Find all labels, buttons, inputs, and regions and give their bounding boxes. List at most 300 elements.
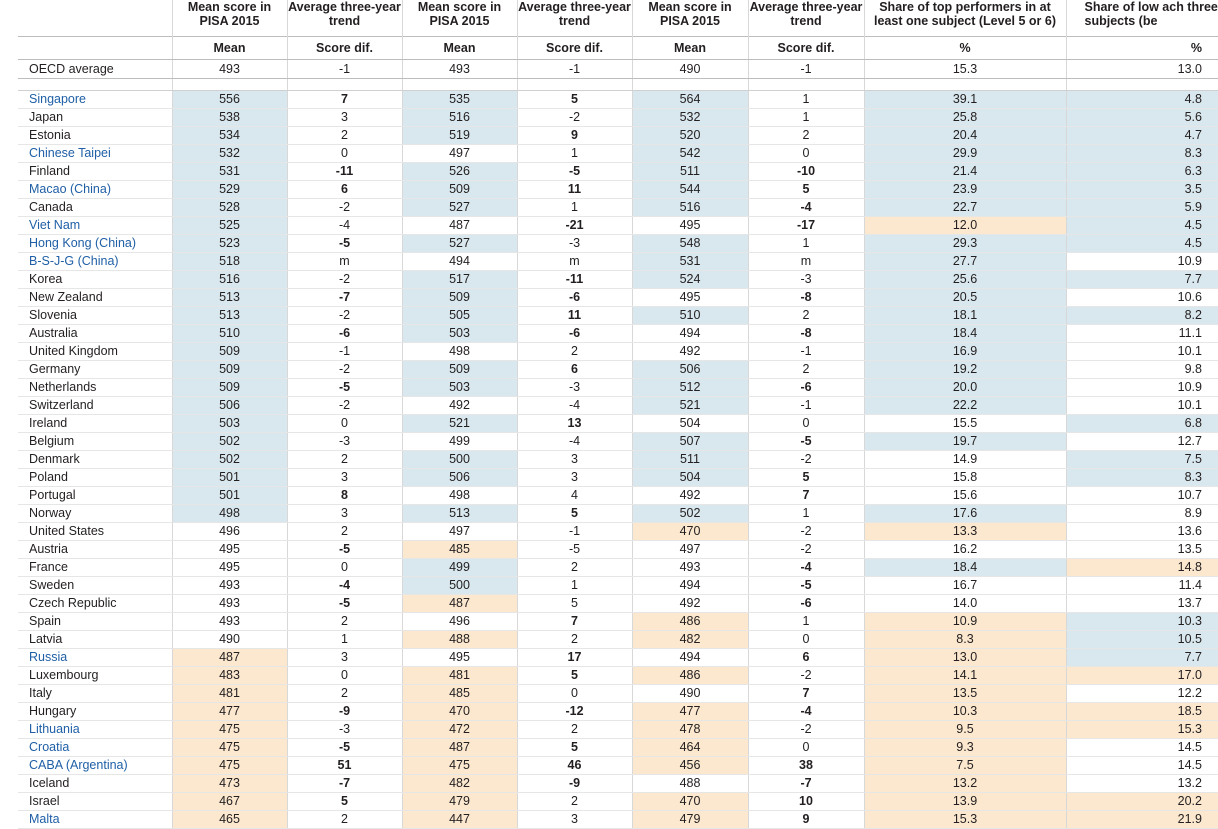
cell-value: 2 [517, 631, 632, 649]
country-name[interactable]: Chinese Taipei [18, 145, 172, 163]
cell-value: -4 [748, 199, 864, 217]
country-row [18, 775, 1218, 793]
country-row [18, 667, 1218, 685]
cell-value: 470 [402, 703, 517, 721]
country-name: Australia [18, 325, 172, 343]
cell-value: 487 [402, 595, 517, 613]
cell-value: 482 [632, 631, 748, 649]
cell-value: 0 [748, 631, 864, 649]
country-row [18, 595, 1218, 613]
cell-value: 498 [402, 487, 517, 505]
cell-value: -3 [748, 271, 864, 289]
cell-value: 15.3 [864, 811, 1066, 829]
cell-value: 503 [402, 379, 517, 397]
country-name: Italy [18, 685, 172, 703]
cell-value: 488 [402, 631, 517, 649]
cell-value: 20.4 [864, 127, 1066, 145]
cell-value: 493 [172, 613, 287, 631]
subheader-row [18, 37, 1218, 60]
cell-value: 447 [402, 811, 517, 829]
cell-value: 1 [748, 613, 864, 631]
cell-value: -2 [748, 523, 864, 541]
country-name[interactable]: Russia [18, 649, 172, 667]
cell-value: 10.3 [1066, 613, 1218, 631]
cell-value: 509 [402, 361, 517, 379]
country-row [18, 613, 1218, 631]
country-row [18, 199, 1218, 217]
cell-value: 14.5 [1066, 739, 1218, 757]
cell-value: 7.7 [1066, 271, 1218, 289]
cell-value: 0 [287, 667, 402, 685]
country-row [18, 685, 1218, 703]
cell-value: 1 [287, 631, 402, 649]
cell-value: 25.6 [864, 271, 1066, 289]
cell-value: 12.0 [864, 217, 1066, 235]
country-name: Israel [18, 793, 172, 811]
cell-value: 494 [632, 325, 748, 343]
cell-value: 18.5 [1066, 703, 1218, 721]
cell-value: 504 [632, 469, 748, 487]
cell-value: 3 [517, 811, 632, 829]
cell-value: 494 [632, 649, 748, 667]
cell-value: -4 [748, 559, 864, 577]
country-row [18, 361, 1218, 379]
country-name[interactable]: Singapore [18, 91, 172, 109]
subheader-cell: Score dif. [748, 37, 864, 60]
oecd-average-row [18, 60, 1218, 79]
cell-value: 18.4 [864, 559, 1066, 577]
cell-value: 13.0 [1066, 60, 1218, 79]
country-row [18, 217, 1218, 235]
country-row [18, 811, 1218, 829]
cell-value: 13.0 [864, 649, 1066, 667]
country-name: Finland [18, 163, 172, 181]
cell-value: 487 [172, 649, 287, 667]
cell-value: 548 [632, 235, 748, 253]
cell-value: 1 [517, 145, 632, 163]
header-col7: Share of top performers in at least one subject (Level 5 or 6) [864, 0, 1066, 37]
country-name[interactable]: Croatia [18, 739, 172, 757]
subheader-cell: Mean [402, 37, 517, 60]
cell-value: 5 [748, 181, 864, 199]
cell-value: 497 [402, 145, 517, 163]
cell-value: 2 [517, 343, 632, 361]
cell-value: 5.9 [1066, 199, 1218, 217]
header-col6: Average three-year trend [748, 0, 864, 37]
cell-value: -3 [287, 433, 402, 451]
country-name[interactable]: Malta [18, 811, 172, 829]
cell-value: 495 [402, 649, 517, 667]
cell-value: 490 [632, 60, 748, 79]
cell-value: 3 [287, 109, 402, 127]
country-name[interactable]: Lithuania [18, 721, 172, 739]
cell-value: 18.4 [864, 325, 1066, 343]
cell-value: 0 [748, 145, 864, 163]
cell-value: 492 [632, 487, 748, 505]
cell-value: -5 [748, 433, 864, 451]
cell-value: -9 [517, 775, 632, 793]
cell-value: 14.1 [864, 667, 1066, 685]
cell-value: -5 [517, 163, 632, 181]
country-row [18, 433, 1218, 451]
cell-value: 516 [172, 271, 287, 289]
cell-value: 1 [517, 577, 632, 595]
cell-value: -2 [517, 109, 632, 127]
cell-value: 19.7 [864, 433, 1066, 451]
cell-value: 11.1 [1066, 325, 1218, 343]
cell-value: 16.7 [864, 577, 1066, 595]
country-name: Iceland [18, 775, 172, 793]
cell-value: 13.6 [1066, 523, 1218, 541]
country-row [18, 703, 1218, 721]
cell-value: 516 [632, 199, 748, 217]
cell-value: -2 [748, 721, 864, 739]
cell-value: 22.7 [864, 199, 1066, 217]
cell-value: -11 [517, 271, 632, 289]
cell-value: 2 [287, 451, 402, 469]
cell-value: -1 [748, 343, 864, 361]
country-row [18, 577, 1218, 595]
cell-value: 38 [748, 757, 864, 775]
cell-value: 6.3 [1066, 163, 1218, 181]
cell-value: 2 [287, 613, 402, 631]
cell-value: 15.6 [864, 487, 1066, 505]
cell-value: 527 [402, 199, 517, 217]
cell-value: 7 [517, 613, 632, 631]
cell-value: -10 [748, 163, 864, 181]
cell-value: 528 [172, 199, 287, 217]
cell-value: 526 [402, 163, 517, 181]
country-name[interactable]: CABA (Argentina) [18, 757, 172, 775]
cell-value: 479 [402, 793, 517, 811]
country-row [18, 109, 1218, 127]
cell-value: 0 [748, 739, 864, 757]
cell-value: 507 [632, 433, 748, 451]
cell-value: 496 [402, 613, 517, 631]
country-row [18, 271, 1218, 289]
cell-value: -1 [517, 523, 632, 541]
cell-value: 9.5 [864, 721, 1066, 739]
corner-subcell [18, 37, 172, 60]
cell-value: 0 [287, 145, 402, 163]
cell-value: 490 [172, 631, 287, 649]
cell-value: 19.2 [864, 361, 1066, 379]
cell-value: 504 [632, 415, 748, 433]
country-name: United States [18, 523, 172, 541]
cell-value: 464 [632, 739, 748, 757]
cell-value: 14.9 [864, 451, 1066, 469]
country-name: Hungary [18, 703, 172, 721]
cell-value: 21.4 [864, 163, 1066, 181]
cell-value: 556 [172, 91, 287, 109]
cell-value: 2 [748, 361, 864, 379]
cell-value: 2 [748, 127, 864, 145]
country-name[interactable]: Macao (China) [18, 181, 172, 199]
country-name: Denmark [18, 451, 172, 469]
cell-value: 524 [632, 271, 748, 289]
cell-value: 493 [172, 595, 287, 613]
cell-value: 525 [172, 217, 287, 235]
cell-value: 472 [402, 721, 517, 739]
cell-value: 510 [172, 325, 287, 343]
cell-value: 15.3 [864, 60, 1066, 79]
country-row [18, 739, 1218, 757]
cell-value: 498 [402, 343, 517, 361]
cell-value: 13.9 [864, 793, 1066, 811]
cell-value: -17 [748, 217, 864, 235]
cell-value: 17.0 [1066, 667, 1218, 685]
cell-value: -21 [517, 217, 632, 235]
country-name: Belgium [18, 433, 172, 451]
cell-value: 494 [402, 253, 517, 271]
cell-value: 495 [172, 559, 287, 577]
country-name: Portugal [18, 487, 172, 505]
cell-value: 527 [402, 235, 517, 253]
cell-value: -2 [748, 541, 864, 559]
cell-value: -4 [748, 703, 864, 721]
cell-value: -2 [287, 397, 402, 415]
cell-value: 10.9 [1066, 253, 1218, 271]
cell-value: 13.3 [864, 523, 1066, 541]
cell-value: 499 [402, 559, 517, 577]
country-row [18, 379, 1218, 397]
cell-value: 500 [402, 577, 517, 595]
cell-value: 529 [172, 181, 287, 199]
cell-value: 486 [632, 613, 748, 631]
country-row [18, 793, 1218, 811]
cell-value: 4.5 [1066, 235, 1218, 253]
cell-value: 465 [172, 811, 287, 829]
cell-value: 20.5 [864, 289, 1066, 307]
spacer-row [18, 79, 1218, 91]
country-name: Ireland [18, 415, 172, 433]
cell-value: 509 [402, 289, 517, 307]
cell-value: m [287, 253, 402, 271]
cell-value: 506 [402, 469, 517, 487]
cell-value: 512 [632, 379, 748, 397]
cell-value: 14.8 [1066, 559, 1218, 577]
cell-value: 490 [632, 685, 748, 703]
cell-value: 2 [287, 127, 402, 145]
country-row [18, 523, 1218, 541]
cell-value: 7 [748, 685, 864, 703]
country-name: Sweden [18, 577, 172, 595]
country-name: France [18, 559, 172, 577]
cell-value: 506 [632, 361, 748, 379]
cell-value: 10 [748, 793, 864, 811]
country-name: Japan [18, 109, 172, 127]
cell-value: 1 [748, 109, 864, 127]
cell-value: 2 [517, 721, 632, 739]
country-row [18, 127, 1218, 145]
cell-value: 0 [748, 415, 864, 433]
cell-value: 15.5 [864, 415, 1066, 433]
country-row [18, 757, 1218, 775]
cell-value: 477 [172, 703, 287, 721]
country-row [18, 145, 1218, 163]
cell-value: 499 [402, 433, 517, 451]
header-col2: Average three-year trend [287, 0, 402, 37]
subheader-cell: Score dif. [517, 37, 632, 60]
cell-value: 13.7 [1066, 595, 1218, 613]
cell-value: 17 [517, 649, 632, 667]
cell-value: 14.5 [1066, 757, 1218, 775]
cell-value: 538 [172, 109, 287, 127]
cell-value: 3 [287, 649, 402, 667]
cell-value: 511 [632, 451, 748, 469]
cell-value: 495 [632, 217, 748, 235]
country-name: Korea [18, 271, 172, 289]
cell-value: 3 [517, 451, 632, 469]
cell-value: 0 [287, 415, 402, 433]
cell-value: -4 [287, 577, 402, 595]
cell-value: 534 [172, 127, 287, 145]
cell-value: 4.5 [1066, 217, 1218, 235]
cell-value: 11.4 [1066, 577, 1218, 595]
country-name[interactable]: Hong Kong (China) [18, 235, 172, 253]
country-row [18, 451, 1218, 469]
cell-value: 501 [172, 487, 287, 505]
subheader-cell: % [1066, 37, 1218, 60]
cell-value: 14.0 [864, 595, 1066, 613]
country-row [18, 505, 1218, 523]
country-name: New Zealand [18, 289, 172, 307]
cell-value: 495 [632, 289, 748, 307]
cell-value: -8 [748, 289, 864, 307]
cell-value: 542 [632, 145, 748, 163]
country-name: Spain [18, 613, 172, 631]
cell-value: 13.5 [1066, 541, 1218, 559]
cell-value: 10.9 [864, 613, 1066, 631]
header-col8: Share of low ach three subjects (be [1066, 0, 1218, 37]
cell-value: 513 [172, 307, 287, 325]
cell-value: 1 [748, 91, 864, 109]
cell-value: 10.7 [1066, 487, 1218, 505]
cell-value: 520 [632, 127, 748, 145]
cell-value: 503 [172, 415, 287, 433]
cell-value: -7 [748, 775, 864, 793]
cell-value: 29.3 [864, 235, 1066, 253]
cell-value: -5 [287, 739, 402, 757]
cell-value: 513 [402, 505, 517, 523]
cell-value: 2 [287, 523, 402, 541]
subheader-cell: % [864, 37, 1066, 60]
cell-value: 488 [632, 775, 748, 793]
cell-value: 535 [402, 91, 517, 109]
cell-value: 6 [517, 361, 632, 379]
cell-value: 1 [748, 505, 864, 523]
cell-value: -2 [748, 667, 864, 685]
cell-value: 27.7 [864, 253, 1066, 271]
country-row [18, 487, 1218, 505]
cell-value: 5 [517, 739, 632, 757]
cell-value: -5 [748, 577, 864, 595]
cell-value: 16.2 [864, 541, 1066, 559]
cell-value: 495 [172, 541, 287, 559]
cell-value: 21.9 [1066, 811, 1218, 829]
cell-value: 470 [632, 793, 748, 811]
cell-value: 511 [632, 163, 748, 181]
cell-value: 482 [402, 775, 517, 793]
country-name: Czech Republic [18, 595, 172, 613]
cell-value: 7 [287, 91, 402, 109]
cell-value: 483 [172, 667, 287, 685]
country-name[interactable]: Viet Nam [18, 217, 172, 235]
cell-value: m [517, 253, 632, 271]
cell-value: -6 [517, 325, 632, 343]
cell-value: 22.2 [864, 397, 1066, 415]
cell-value: 39.1 [864, 91, 1066, 109]
cell-value: 8 [287, 487, 402, 505]
cell-value: -9 [287, 703, 402, 721]
cell-value: 9 [517, 127, 632, 145]
cell-value: 486 [632, 667, 748, 685]
cell-value: 13.5 [864, 685, 1066, 703]
cell-value: 8.3 [1066, 469, 1218, 487]
country-row [18, 559, 1218, 577]
cell-value: -6 [517, 289, 632, 307]
cell-value: 494 [632, 577, 748, 595]
corner-cell [18, 0, 172, 37]
country-name: Norway [18, 505, 172, 523]
row-label: OECD average [18, 60, 172, 79]
cell-value: -5 [287, 379, 402, 397]
country-name: Canada [18, 199, 172, 217]
cell-value: 5 [517, 505, 632, 523]
cell-value: -7 [287, 775, 402, 793]
cell-value: 456 [632, 757, 748, 775]
cell-value: 478 [632, 721, 748, 739]
cell-value: 521 [632, 397, 748, 415]
cell-value: 13.2 [864, 775, 1066, 793]
cell-value: m [748, 253, 864, 271]
cell-value: 481 [402, 667, 517, 685]
country-row [18, 289, 1218, 307]
cell-value: 564 [632, 91, 748, 109]
cell-value: 505 [402, 307, 517, 325]
cell-value: -1 [748, 60, 864, 79]
cell-value: 3 [287, 469, 402, 487]
country-name: Slovenia [18, 307, 172, 325]
cell-value: 493 [632, 559, 748, 577]
cell-value: 8.3 [1066, 145, 1218, 163]
cell-value: -1 [287, 343, 402, 361]
cell-value: 8.3 [864, 631, 1066, 649]
cell-value: 23.9 [864, 181, 1066, 199]
cell-value: 519 [402, 127, 517, 145]
cell-value: 487 [402, 217, 517, 235]
header-col4: Average three-year trend [517, 0, 632, 37]
cell-value: 12.7 [1066, 433, 1218, 451]
cell-value: 5 [517, 667, 632, 685]
cell-value: 5 [748, 469, 864, 487]
cell-value: -3 [287, 721, 402, 739]
cell-value: 479 [632, 811, 748, 829]
cell-value: 510 [632, 307, 748, 325]
cell-value: -12 [517, 703, 632, 721]
country-name: Luxembourg [18, 667, 172, 685]
country-row [18, 469, 1218, 487]
cell-value: 6 [748, 649, 864, 667]
cell-value: 492 [632, 343, 748, 361]
cell-value: 16.9 [864, 343, 1066, 361]
cell-value: 4.7 [1066, 127, 1218, 145]
country-row [18, 343, 1218, 361]
cell-value: -3 [517, 235, 632, 253]
country-name[interactable]: B-S-J-G (China) [18, 253, 172, 271]
country-row [18, 415, 1218, 433]
cell-value: 531 [632, 253, 748, 271]
